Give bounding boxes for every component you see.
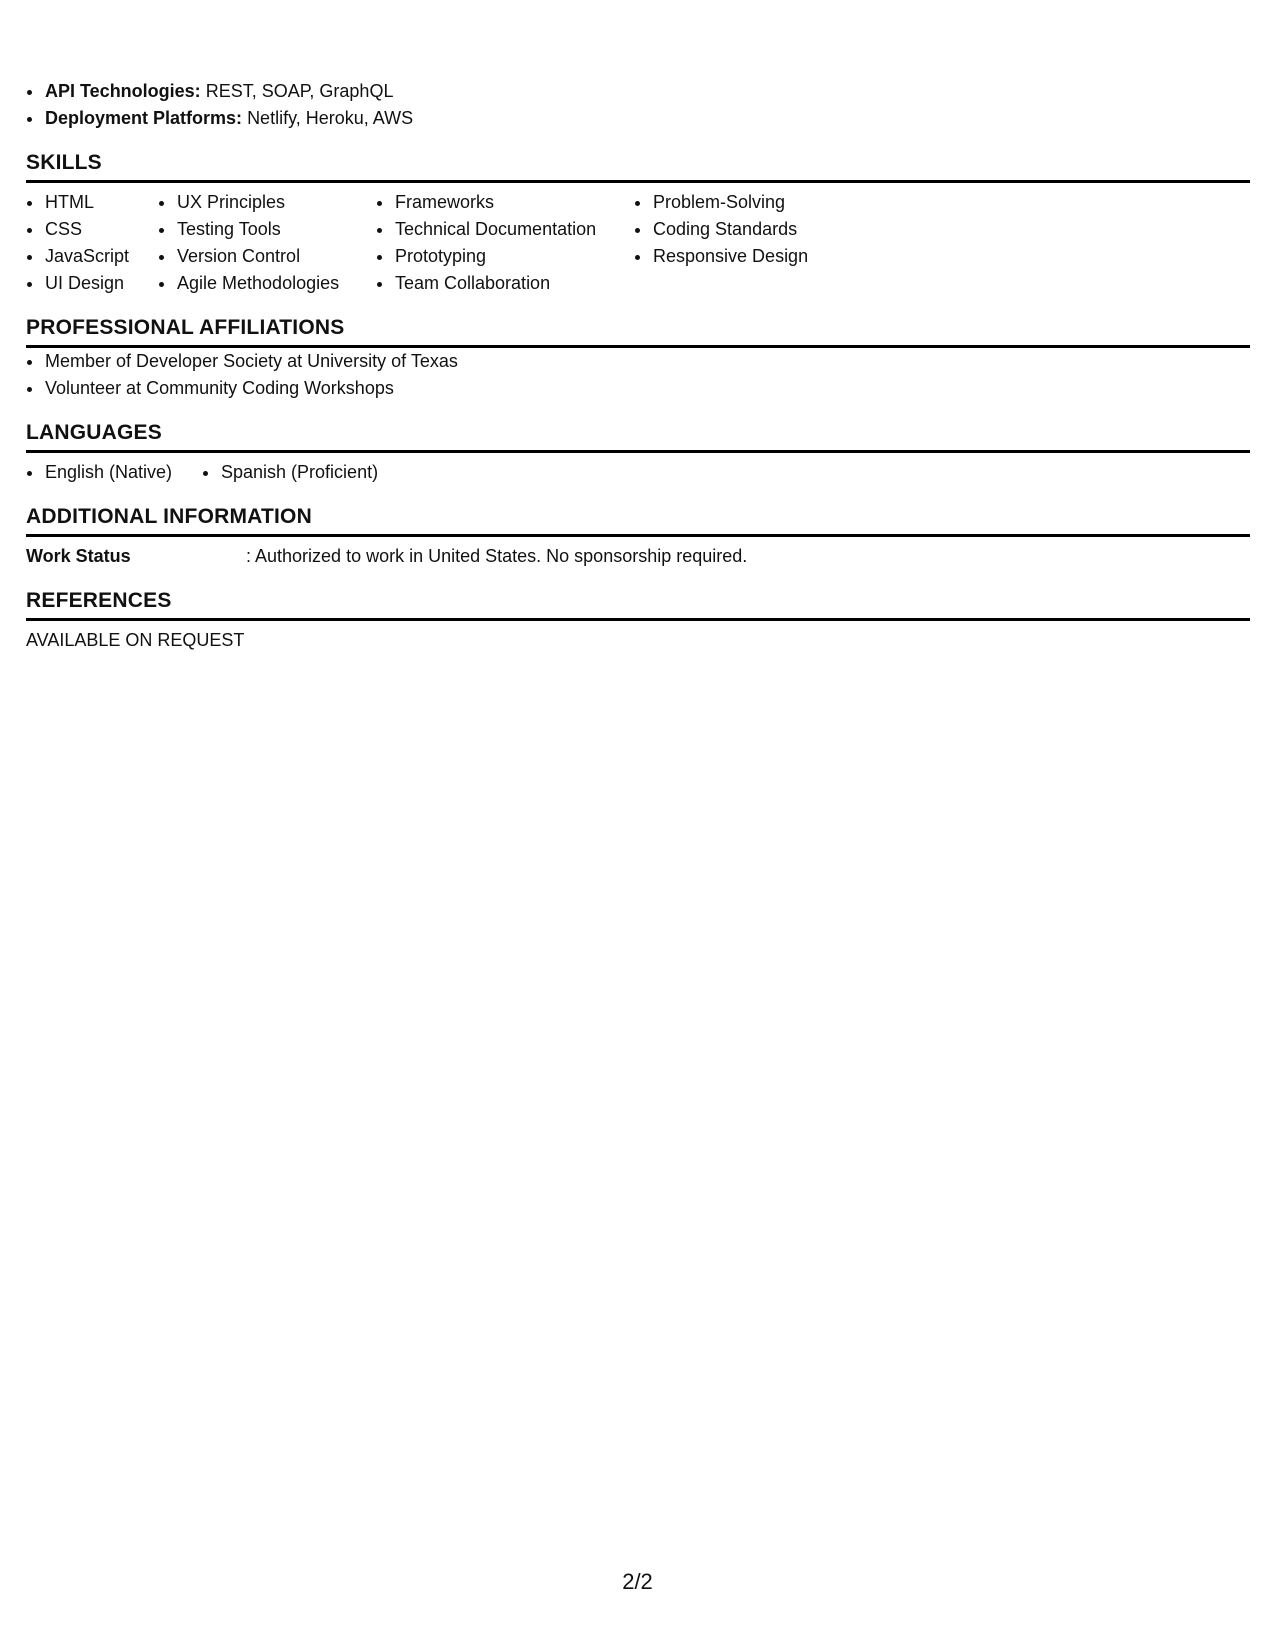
- additional-info-section: [26, 504, 1250, 570]
- languages-row: [26, 459, 1250, 486]
- list-item: • Team Collaboration: [394, 270, 634, 297]
- languages-list: [26, 459, 202, 486]
- list-item: • CSS: [44, 216, 158, 243]
- list-item: • Agile Methodologies: [176, 270, 376, 297]
- list-item: • Testing Tools: [176, 216, 376, 243]
- list-item: • Coding Standards: [652, 216, 852, 243]
- skills-column: [158, 189, 376, 297]
- list-item: • Responsive Design: [652, 243, 852, 270]
- list-item: • English (Native): [44, 459, 202, 486]
- list-item: • HTML: [44, 189, 158, 216]
- resume-page: [26, 78, 1250, 654]
- work-status-value: : Authorized to work in United States. No sponsorship required.: [246, 546, 748, 566]
- section-heading: LANGUAGES: [26, 420, 1250, 453]
- affiliations-section: [26, 315, 1250, 402]
- list-item: • Version Control: [176, 243, 376, 270]
- references-section: [26, 588, 1250, 654]
- skills-section: [26, 150, 1250, 297]
- skills-column: [376, 189, 634, 297]
- technical-tools-list: [26, 78, 1250, 132]
- tech-value: REST, SOAP, GraphQL: [205, 81, 394, 101]
- page-number: 2/2: [622, 1569, 653, 1594]
- list-item: • UI Design: [44, 270, 158, 297]
- list-item: • Member of Developer Society at University of Texas: [44, 348, 1250, 375]
- languages-list: [202, 459, 378, 486]
- list-item: • UX Principles: [176, 189, 376, 216]
- skills-grid: [26, 189, 1250, 297]
- list-item: • Spanish (Proficient): [220, 459, 378, 486]
- references-text: AVAILABLE ON REQUEST: [26, 630, 245, 650]
- section-heading: SKILLS: [26, 150, 1250, 183]
- section-heading: ADDITIONAL INFORMATION: [26, 504, 1250, 537]
- skills-column: [26, 189, 158, 297]
- tech-value: Netlify, Heroku, AWS: [247, 108, 414, 128]
- list-item: • Frameworks: [394, 189, 634, 216]
- tech-label: API Technologies:: [45, 81, 201, 101]
- list-item: • Volunteer at Community Coding Workshops: [44, 375, 1250, 402]
- section-heading: REFERENCES: [26, 588, 1250, 621]
- list-item: • Prototyping: [394, 243, 634, 270]
- skills-column: [634, 189, 852, 270]
- list-item: [44, 105, 1250, 132]
- work-status-row: [26, 543, 1250, 570]
- affiliations-list: [26, 348, 1250, 402]
- section-heading: PROFESSIONAL AFFILIATIONS: [26, 315, 1250, 348]
- work-status-label: Work Status: [26, 546, 131, 566]
- list-item: • Technical Documentation: [394, 216, 634, 243]
- list-item: [44, 78, 1250, 105]
- list-item: • JavaScript: [44, 243, 158, 270]
- list-item: • Problem-Solving: [652, 189, 852, 216]
- languages-section: [26, 420, 1250, 486]
- tech-label: Deployment Platforms:: [45, 108, 243, 128]
